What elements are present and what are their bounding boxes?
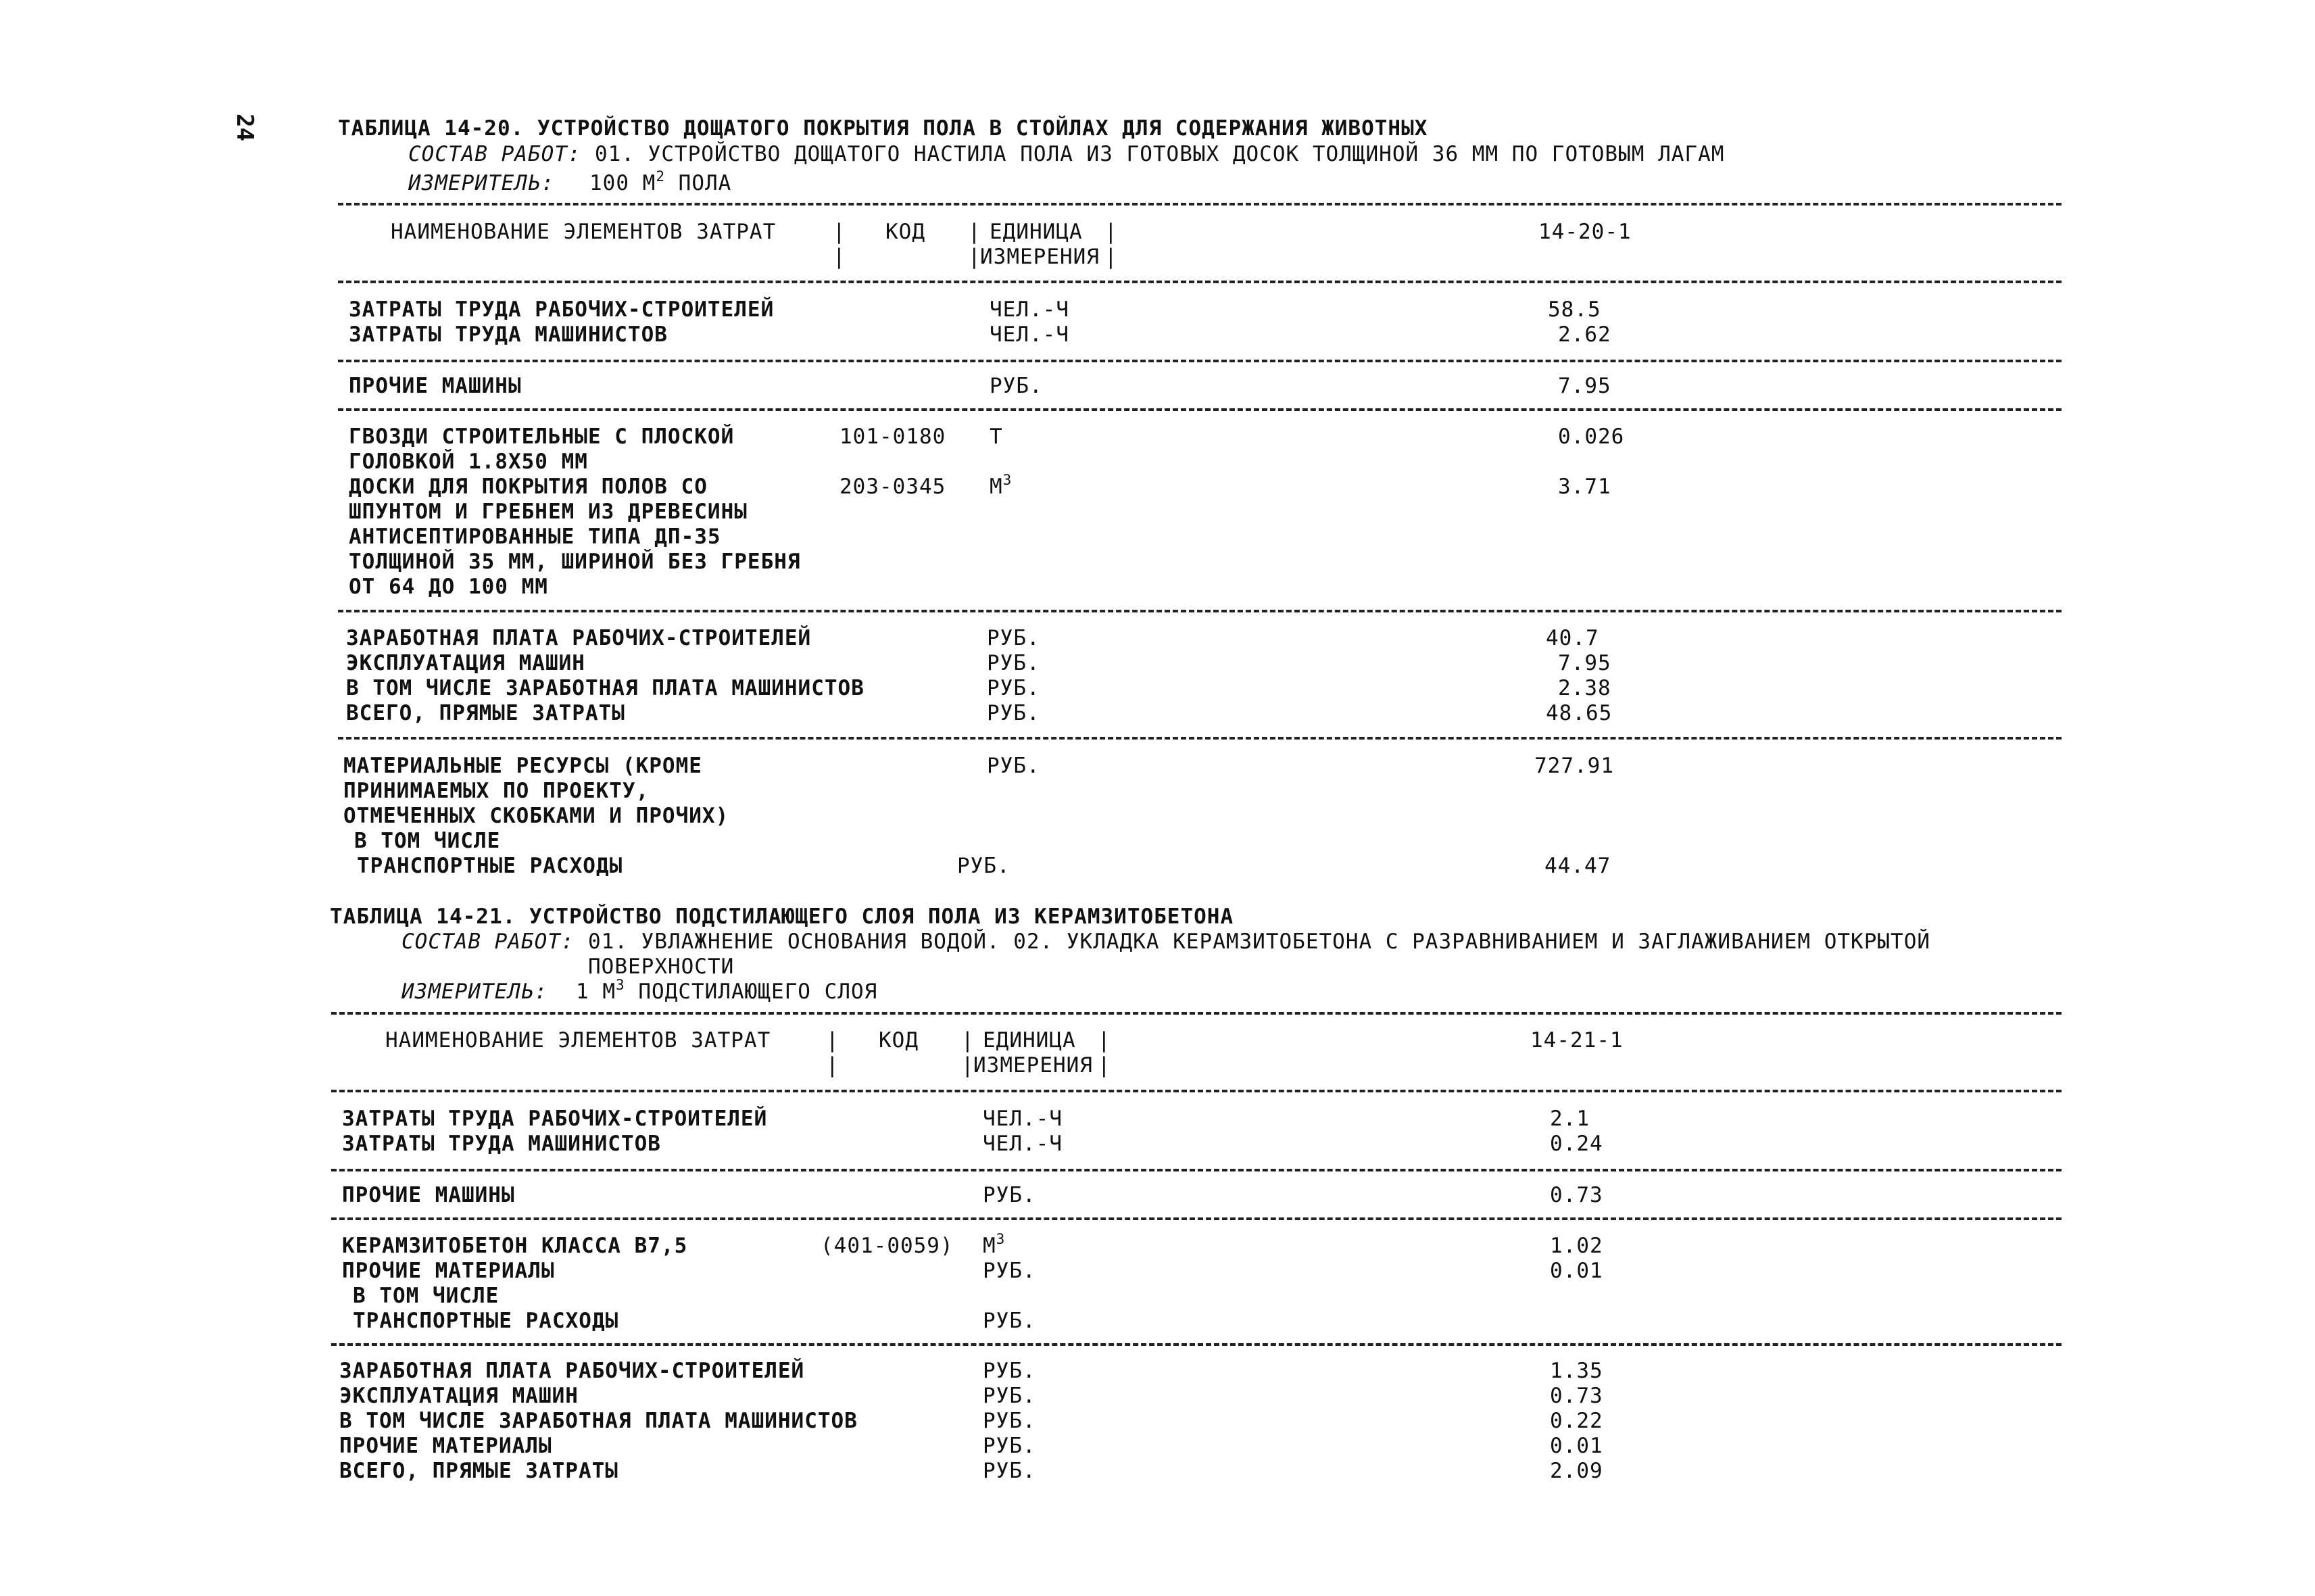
total-name: ВСЕГО, ПРЯМЫЕ ЗАТРАТЫ [346, 701, 625, 725]
t2-other-machines-name: ПРОЧИЕ МАШИНЫ [342, 1183, 515, 1207]
table2-header-sep: | [961, 1028, 975, 1053]
transport-name: ТРАНСПОРТНЫЕ РАСХОДЫ [357, 854, 623, 878]
transport-unit: РУБ. [957, 854, 1010, 878]
t2-incl-label: В ТОМ ЧИСЛЕ [353, 1284, 499, 1308]
table2-header-sep: | [826, 1028, 839, 1053]
t2-labor-unit: ЧЕЛ.-Ч [983, 1107, 1063, 1131]
table2-header-sep: | [826, 1053, 839, 1078]
total-unit: РУБ. [987, 701, 1040, 725]
table2-meter-label: ИЗМЕРИТЕЛЬ: [401, 980, 548, 1004]
material-resources-name-2: ПРИНИМАЕМЫХ ПО ПРОЕКТУ, [343, 779, 650, 803]
labor-name: ЗАТРАТЫ ТРУДА РАБОЧИХ-СТРОИТЕЛЕЙ [349, 297, 775, 322]
t2-other-materials-value: 0.01 [1550, 1259, 1603, 1283]
table1-header-sep: | [833, 245, 846, 269]
table2-rule [331, 1217, 2062, 1220]
nails-name: ГВОЗДИ СТРОИТЕЛЬНЫЕ С ПЛОСКОЙ [349, 425, 735, 449]
t2-mach-unit: ЧЕЛ.-Ч [983, 1132, 1063, 1156]
t2-labor-name: ЗАТРАТЫ ТРУДА РАБОЧИХ-СТРОИТЕЛЕЙ [342, 1107, 768, 1131]
table1-header-name: НАИМЕНОВАНИЕ ЭЛЕМЕНТОВ ЗАТРАТ [391, 220, 777, 244]
t2-total-unit: РУБ. [983, 1459, 1036, 1483]
table1-rule-header [338, 281, 2062, 283]
table2-rule [331, 1169, 2062, 1171]
t2-other-machines-unit: РУБ. [983, 1183, 1036, 1207]
labor-unit: ЧЕЛ.-Ч [990, 297, 1069, 322]
wage-unit: РУБ. [987, 626, 1040, 650]
t2-incl-wage-unit: РУБ. [983, 1409, 1036, 1433]
table1-header-sep: | [833, 220, 846, 244]
t2-wage-name: ЗАРАБОТНАЯ ПЛАТА РАБОЧИХ-СТРОИТЕЛЕЙ [339, 1359, 805, 1383]
table2-work-label: СОСТАВ РАБОТ: [401, 929, 575, 954]
table1-rule [338, 737, 2062, 740]
nails-value: 0.026 [1558, 425, 1625, 449]
material-resources-name: МАТЕРИАЛЬНЫЕ РЕСУРСЫ (КРОМЕ [343, 754, 702, 778]
material-resources-incl: В ТОМ ЧИСЛЕ [354, 829, 501, 853]
table1-rule [338, 408, 2062, 411]
table1-rule [338, 360, 2062, 362]
t2-other-materials-unit: РУБ. [983, 1259, 1036, 1283]
t2-exploitation-value: 0.73 [1550, 1384, 1603, 1408]
boards-name-5: ОТ 64 ДО 100 ММ [349, 575, 548, 599]
table1-header-sep: | [968, 245, 981, 269]
table1-title: ТАБЛИЦА 14-20. УСТРОЙСТВО ДОЩАТОГО ПОКРЫТИЯ ПОЛА В СТОЙЛАХ ДЛЯ СОДЕРЖАНИЯ ЖИВОТНЫХ [338, 116, 1428, 141]
table1-header-unit: ЕДИНИЦА [990, 220, 1083, 244]
boards-name-2: ШПУНТОМ И ГРЕБНЕМ ИЗ ДРЕВЕСИНЫ [349, 500, 748, 524]
exploitation-name: ЭКСПЛУАТАЦИЯ МАШИН [346, 651, 585, 675]
t2-other-materials2-name: ПРОЧИЕ МАТЕРИАЛЫ [339, 1434, 552, 1458]
table2-header-code: КОД [879, 1028, 919, 1053]
table2-header-sep: | [1098, 1028, 1111, 1053]
boards-name: ДОСКИ ДЛЯ ПОКРЫТИЯ ПОЛОВ СО [349, 475, 708, 499]
t2-mach-name: ЗАТРАТЫ ТРУДА МАШИНИСТОВ [342, 1132, 661, 1156]
labor-value: 58.5 [1548, 297, 1601, 322]
table1-meter-label: ИЗМЕРИТЕЛЬ: [408, 171, 555, 195]
other-machines-value: 7.95 [1558, 374, 1611, 398]
table1-header-code: КОД [885, 220, 925, 244]
table2-header-name: НАИМЕНОВАНИЕ ЭЛЕМЕНТОВ ЗАТРАТ [385, 1028, 771, 1053]
t2-transport-unit: РУБ. [983, 1309, 1036, 1333]
material-resources-value: 727.91 [1534, 754, 1614, 778]
table2-header-sep: | [1098, 1053, 1111, 1078]
exploitation-unit: РУБ. [987, 651, 1040, 675]
t2-mach-value: 0.24 [1550, 1132, 1603, 1156]
keramzit-value: 1.02 [1550, 1234, 1603, 1258]
wage-name: ЗАРАБОТНАЯ ПЛАТА РАБОЧИХ-СТРОИТЕЛЕЙ [346, 626, 812, 650]
table1-rule [338, 610, 2062, 612]
material-resources-name-3: ОТМЕЧЕННЫХ СКОБКАМИ И ПРОЧИХ) [343, 804, 729, 828]
nails-name-2: ГОЛОВКОЙ 1.8Х50 ММ [349, 450, 588, 474]
keramzit-code: (401-0059) [821, 1234, 954, 1258]
exploitation-value: 7.95 [1558, 651, 1611, 675]
t2-labor-value: 2.1 [1550, 1107, 1590, 1131]
page-number: 24 [231, 114, 258, 141]
t2-other-machines-value: 0.73 [1550, 1183, 1603, 1207]
mach-name: ЗАТРАТЫ ТРУДА МАШИНИСТОВ [349, 322, 668, 347]
table2-header-unit: ЕДИНИЦА [983, 1028, 1076, 1053]
table1-header-sep: | [1104, 220, 1118, 244]
t2-exploitation-name: ЭКСПЛУАТАЦИЯ МАШИН [339, 1384, 579, 1408]
table1-work-label: СОСТАВ РАБОТ: [408, 142, 581, 166]
total-value: 48.65 [1546, 701, 1613, 725]
t2-incl-wage-value: 0.22 [1550, 1409, 1603, 1433]
boards-name-4: ТОЛЩИНОЙ 35 ММ, ШИРИНОЙ БЕЗ ГРЕБНЯ [349, 550, 801, 574]
table2-work-text-2: ПОВЕРХНОСТИ [588, 954, 735, 979]
table1-header-sep: | [968, 220, 981, 244]
table2-work-text: 01. УВЛАЖНЕНИЕ ОСНОВАНИЯ ВОДОЙ. 02. УКЛАДКА КЕРАМЗИТОБЕТОНА С РАЗРАВНИВАНИЕМ И ЗАГЛАЖИВАНИЕМ ОТКРЫТОЙ [588, 929, 1931, 954]
table1-header-unit2: ИЗМЕРЕНИЯ [980, 245, 1100, 269]
t2-other-materials2-unit: РУБ. [983, 1434, 1036, 1458]
t2-incl-wage-name: В ТОМ ЧИСЛЕ ЗАРАБОТНАЯ ПЛАТА МАШИНИСТОВ [339, 1409, 858, 1433]
table2-rule-header [331, 1090, 2062, 1092]
t2-total-name: ВСЕГО, ПРЯМЫЕ ЗАТРАТЫ [339, 1459, 618, 1483]
t2-wage-unit: РУБ. [983, 1359, 1036, 1383]
material-resources-unit: РУБ. [987, 754, 1040, 778]
t2-other-materials2-value: 0.01 [1550, 1434, 1603, 1458]
keramzit-unit: $М^3$ [983, 1231, 1006, 1258]
table2-header-col: 14-21-1 [1530, 1028, 1624, 1053]
incl-wage-unit: РУБ. [987, 676, 1040, 700]
table1-meter: 100 $М^2$ ПОЛА [589, 168, 732, 195]
keramzit-name: КЕРАМЗИТОБЕТОН КЛАССА В7,5 [342, 1234, 688, 1258]
table1-header-sep: | [1104, 245, 1118, 269]
table1-rule-top [338, 203, 2062, 205]
table2-header-sep: | [961, 1053, 975, 1078]
other-machines-name: ПРОЧИЕ МАШИНЫ [349, 374, 522, 398]
table2-meter: 1 $М^3$ ПОДСТИЛАЮЩЕГО СЛОЯ [576, 977, 878, 1004]
boards-value: 3.71 [1558, 475, 1611, 499]
boards-code: 203-0345 [839, 475, 946, 499]
other-machines-unit: РУБ. [990, 374, 1043, 398]
t2-exploitation-unit: РУБ. [983, 1384, 1036, 1408]
transport-value: 44.47 [1544, 854, 1611, 878]
table2-header-unit2: ИЗМЕРЕНИЯ [973, 1053, 1093, 1078]
incl-wage-name: В ТОМ ЧИСЛЕ ЗАРАБОТНАЯ ПЛАТА МАШИНИСТОВ [346, 676, 864, 700]
t2-transport-name: ТРАНСПОРТНЫЕ РАСХОДЫ [353, 1309, 619, 1333]
mach-value: 2.62 [1558, 322, 1611, 347]
mach-unit: ЧЕЛ.-Ч [990, 322, 1069, 347]
boards-name-3: АНТИСЕПТИРОВАННЫЕ ТИПА ДП-35 [349, 525, 721, 549]
table2-title: ТАБЛИЦА 14-21. УСТРОЙСТВО ПОДСТИЛАЮЩЕГО СЛОЯ ПОЛА ИЗ КЕРАМЗИТОБЕТОНА [330, 904, 1234, 929]
t2-total-value: 2.09 [1550, 1459, 1603, 1483]
t2-wage-value: 1.35 [1550, 1359, 1603, 1383]
table2-rule-top [331, 1012, 2062, 1015]
table1-work-text: 01. УСТРОЙСТВО ДОЩАТОГО НАСТИЛА ПОЛА ИЗ ГОТОВЫХ ДОСОК ТОЛЩИНОЙ 36 ММ ПО ГОТОВЫМ ЛАГАМ [595, 142, 1725, 166]
nails-unit: Т [990, 425, 1003, 449]
wage-value: 40.7 [1546, 626, 1599, 650]
incl-wage-value: 2.38 [1558, 676, 1611, 700]
table1-header-col: 14-20-1 [1538, 220, 1632, 244]
boards-unit: $М^3$ [990, 472, 1013, 499]
table2-rule [331, 1343, 2062, 1346]
nails-code: 101-0180 [839, 425, 946, 449]
t2-other-materials-name: ПРОЧИЕ МАТЕРИАЛЫ [342, 1259, 555, 1283]
